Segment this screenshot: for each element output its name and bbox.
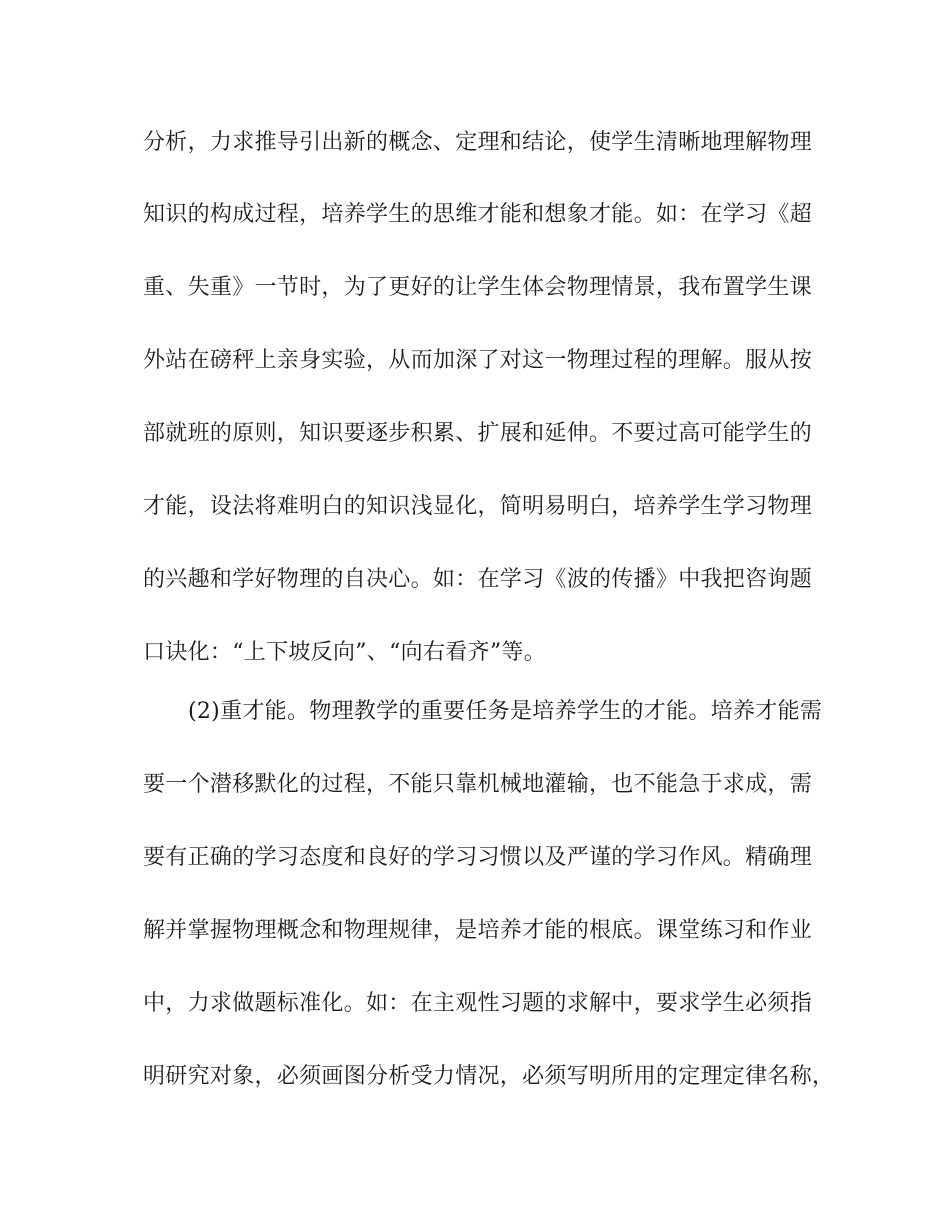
- text-line: 解并掌握物理概念和物理规律，是培养才能的根底。课堂练习和作业: [143, 918, 813, 943]
- text-line: 的兴趣和学好物理的自决心。如：在学习《波的传播》中我把咨询题: [143, 567, 813, 592]
- text-line: 明研究对象，必须画图分析受力情况，必须写明所用的定理定律名称，: [143, 1064, 835, 1089]
- text-line: 重、失重》一节时，为了更好的让学生体会物理情景，我布置学生课: [143, 275, 813, 300]
- text-line: 要有正确的学习态度和良好的学习习惯以及严谨的学习作风。精确理: [143, 845, 813, 870]
- text-line: 要一个潜移默化的过程，不能只靠机械地灌输，也不能急于求成，需: [143, 772, 813, 797]
- text-line: 口诀化：“上下坡反向”、“向右看齐”等。: [143, 640, 546, 665]
- text-line: 部就班的原则，知识要逐步积累、扩展和延伸。不要过高可能学生的: [143, 421, 813, 446]
- text-line: 知识的构成过程，培养学生的思维才能和想象才能。如：在学习《超: [143, 202, 813, 227]
- text-line: 才能，设法将难明白的知识浅显化，简明易明白，培养学生学习物理: [143, 494, 813, 519]
- text-line: 外站在磅秤上亲身实验，从而加深了对这一物理过程的理解。服从按: [143, 348, 813, 373]
- text-line: 分析，力求推导引出新的概念、定理和结论，使学生清晰地理解物理: [143, 130, 813, 155]
- text-line: 中，力求做题标准化。如：在主观性习题的求解中，要求学生必须指: [143, 991, 813, 1016]
- paragraph-first-line: (2)重才能。物理教学的重要任务是培养学生的才能。培养才能需: [188, 699, 823, 724]
